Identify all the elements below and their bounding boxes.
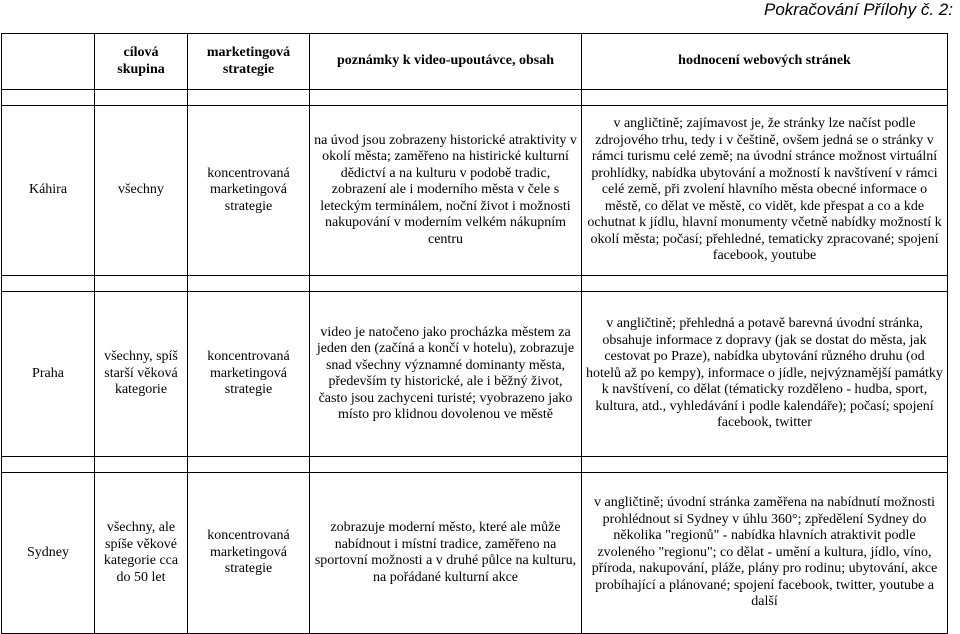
spacer-row	[2, 90, 948, 106]
header-marketing-strategy: marketingová strategie	[188, 34, 310, 90]
spacer-row	[2, 276, 948, 292]
web-rating-cell: v angličtině; zajímavost je, že stránky lze načíst podle zdrojového trhu, tedy i v češtině, ovšem jedná se o stránky v rámci turismu celé země; na úvodní stránce možnost virtuální prohlídky, nabídka ubytování a možností k navštívení v rámci celé země, při zvolení hlavního města obecné informace o městě, co dělat ve městě, co vidět, kde přespat a co a kde ochutnat k jídlu, hlavní monumenty včetně nabídky možností k okolí města; počasí; přehledné, tematicky zpracované; spojení facebook, youtube	[582, 106, 948, 276]
spacer-row	[2, 457, 948, 473]
web-rating-cell: v angličtině; přehledná a potavě barevná úvodní stránka, obsahuje informace z dopravy (jak se dostat do města, jak cestovat po Praze), nabídka ubytování různého druhu (od hotelů až po kempy), informace o jídle, nejvýznamější památky k navštívení, co dělat (tématicky rozděleno - hudba, sport, kultura, atd., vyhledávání i podle kalendáře); počasí; spojení facebook, twitter	[582, 292, 948, 457]
header-web-rating: hodnocení webových stránek	[582, 34, 948, 90]
table-row	[2, 292, 948, 457]
video-notes-cell: video je natočeno jako procházka městem za jeden den (začíná a končí v hotelu), zobrazuje snad všechny významné dominanty města, především ty historické, ale i běžný život, často jsou zachyceni turisté; vyobrazeno jako místo pro klidnou dovolenou ve městě	[310, 292, 582, 457]
strategy-cell: koncentrovaná marketingová strategie	[188, 106, 310, 276]
table-header-row	[2, 34, 948, 90]
web-rating-cell: v angličtině; úvodní stránka zaměřena na nabídnutí možnosti prohlédnout si Sydney v úhlu 360°; zpředělení Sydney do několika "regionů" - nabídka hlavních atraktivit podle zvoleného "regionu"; co dělat - umění a kultura, jídlo, víno, příroda, nakupování, pláže, plány pro rodinu; ubytování, akce probíhající a plánované; spojení facebook, twitter, youtube a další	[582, 473, 948, 634]
target-group-cell: všechny, spíš starší věková kategorie	[95, 292, 188, 457]
table-row	[2, 106, 948, 276]
header-target-group: cílová skupina	[95, 34, 188, 90]
table-row	[2, 473, 948, 634]
city-cell: Sydney	[2, 473, 95, 634]
city-cell: Káhira	[2, 106, 95, 276]
video-notes-cell: na úvod jsou zobrazeny historické atraktivity v okolí města; zaměřeno na histirické kulturní dědictví a na kulturu v podobě tradic, zobrazení ale i moderního města v čele s leteckým terminálem, noční život i možnosti nakupování v moderním velkém nákupním centru	[310, 106, 582, 276]
city-cell: Praha	[2, 292, 95, 457]
header-video-notes: poznámky k video-upoutávce, obsah	[310, 34, 582, 90]
target-group-cell: všechny, ale spíše věkové kategorie cca do 50 let	[95, 473, 188, 634]
header-city-empty	[2, 34, 95, 90]
strategy-cell: koncentrovaná marketingová strategie	[188, 292, 310, 457]
strategy-cell: koncentrovaná marketingová strategie	[188, 473, 310, 634]
target-group-cell: všechny	[95, 106, 188, 276]
video-notes-cell: zobrazuje moderní město, které ale může nabídnout i místní tradice, zaměřeno na sportovní možnosti a v druhé půlce na kulturu, na pořádané kulturní akce	[310, 473, 582, 634]
marketing-comparison-table	[1, 33, 948, 634]
page-continuation-note: Pokračování Přílohy č. 2:	[764, 0, 953, 19]
